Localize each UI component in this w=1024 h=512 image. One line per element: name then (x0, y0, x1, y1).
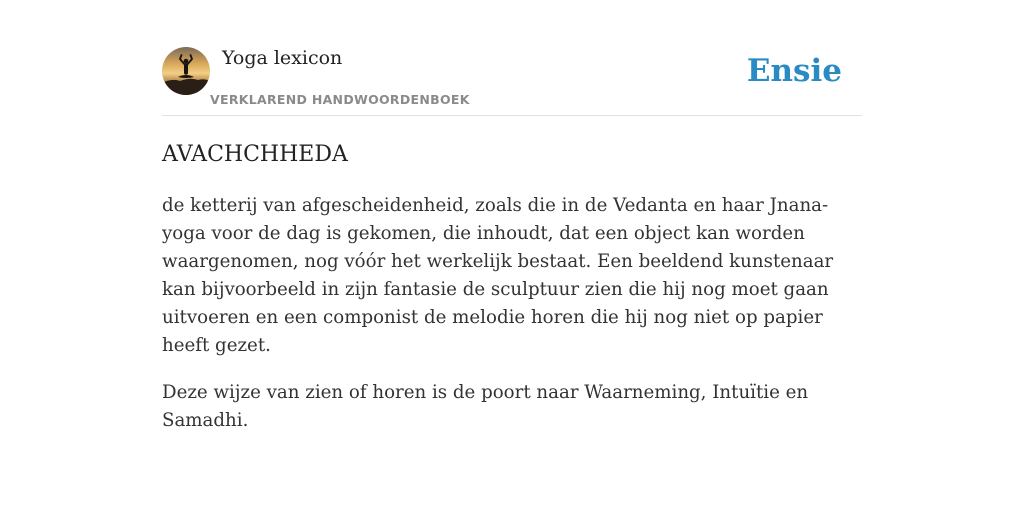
entry-term: AVACHCHHEDA (162, 142, 348, 167)
yoga-meditation-icon[interactable] (162, 47, 210, 95)
definition-paragraph: de ketterij van afgescheidenheid, zoals die in de Vedanta en haar Jnana-yoga voor de dag is gekomen, die inhoudt, dat een object kan worden waargenomen, nog vóór het werkelijk bestaat. Een beeldend kunstenaar kan bijvoorbeeld in zijn fantasie de sculptuur zien die hij nog moet gaan uitvoeren en een componist de melodie horen die hij nog niet op papier heeft gezet. (162, 195, 834, 356)
entry-definition (162, 192, 862, 454)
site-subtitle: VERKLAREND HANDWOORDENBOEK (210, 92, 470, 107)
site-header (162, 46, 862, 116)
definition-paragraph: Deze wijze van zien of horen is de poort naar Waarneming, Intuïtie en Samadhi. (162, 382, 809, 431)
ensie-logo-link[interactable]: Ensie (746, 53, 842, 89)
site-title[interactable]: Yoga lexicon (222, 47, 343, 69)
